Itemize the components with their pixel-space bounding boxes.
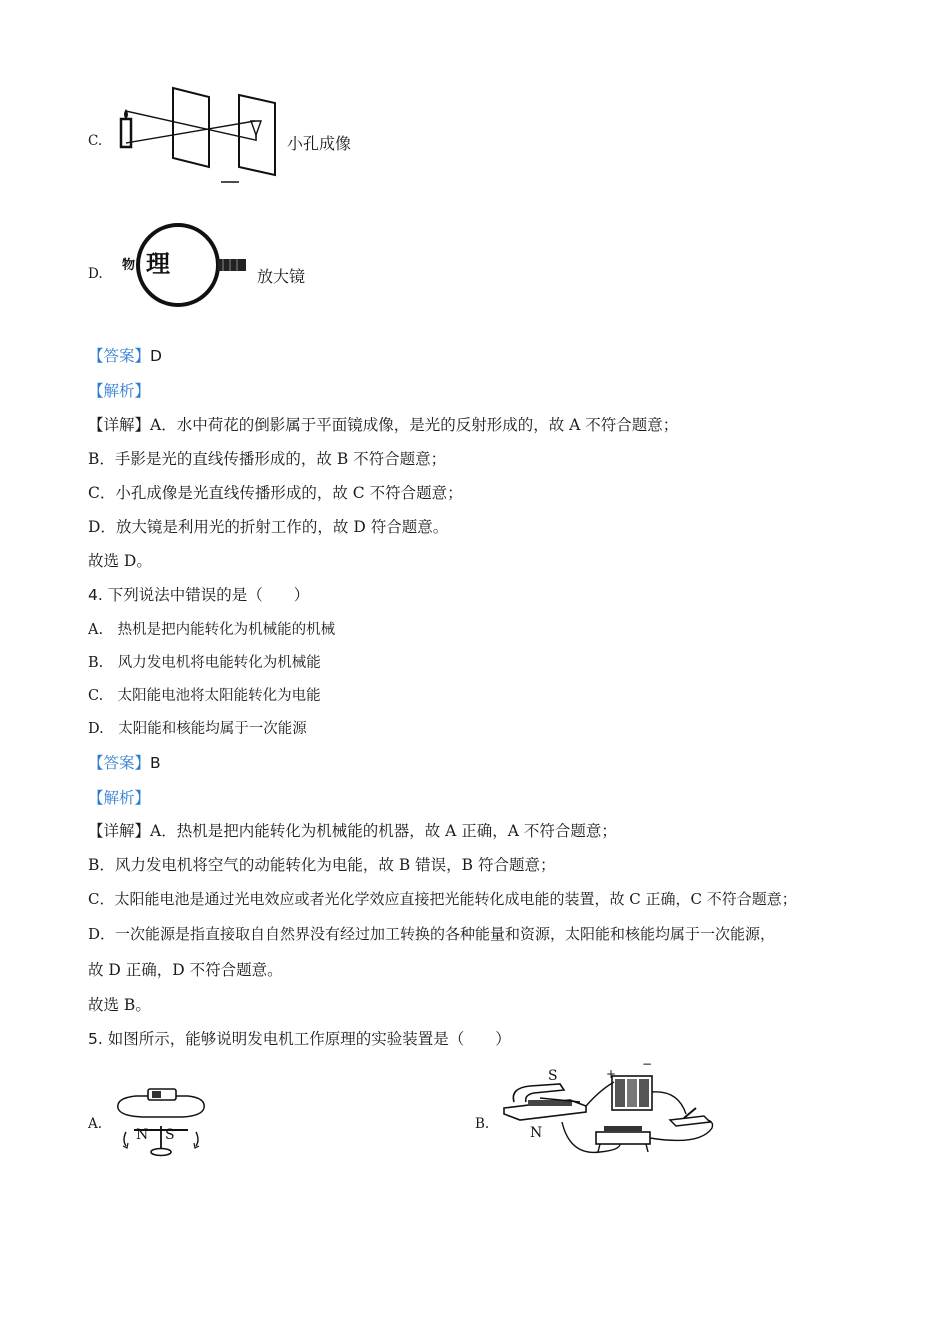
q4-number: 4. xyxy=(88,586,103,604)
q4-detail-a-line xyxy=(88,821,617,841)
motor-experiment-figure xyxy=(500,1057,720,1160)
q4-answer: B xyxy=(150,754,161,772)
q4-answer-line xyxy=(88,753,161,773)
oersted-experiment-figure xyxy=(112,1080,212,1160)
answer-tag: 【答案】 xyxy=(88,347,151,365)
q3-conclusion: 故选 D。 xyxy=(88,552,152,570)
option-c-letter: C. xyxy=(88,133,103,149)
battery-minus-label: − xyxy=(642,1057,653,1071)
q5-stem: 如图所示，能够说明发电机工作原理的实验装置是（ ） xyxy=(107,1030,511,1048)
option-d-letter: D. xyxy=(88,266,103,282)
magnet-n-label: N xyxy=(530,1125,543,1141)
pinhole-imaging-figure xyxy=(115,85,285,185)
q4-detail-c: C．太阳能电池是通过光电效应或者光化学效应直接把光能转化成电能的装置，故 C 正确，C 不符合题意； xyxy=(88,890,797,908)
q4-detail-a: A．热机是把内能转化为机械能的机器，故 A 正确，A 不符合题意； xyxy=(150,822,617,840)
q5-stem-line xyxy=(88,1029,511,1049)
q3-detail-d: D．放大镜是利用光的折射工作的，故 D 符合题意。 xyxy=(88,518,449,536)
pole-n-label: N xyxy=(136,1127,149,1143)
q4-option-d: D. 太阳能和核能均属于一次能源 xyxy=(88,721,307,737)
q3-answer: D xyxy=(150,347,162,365)
q3-detail-c: C．小孔成像是光直线传播形成的，故 C 不符合题意； xyxy=(88,484,463,502)
q3-detail-b: B．手影是光的直线传播形成的，故 B 不符合题意； xyxy=(88,450,447,468)
pole-s-label: S xyxy=(165,1127,175,1143)
q4-analysis-tag: 【解析】 xyxy=(88,789,151,807)
q4-stem-line xyxy=(88,585,309,605)
q3-analysis-tag: 【解析】 xyxy=(88,382,151,400)
q3-detail-a: A．水中荷花的倒影属于平面镜成像，是光的反射形成的，故 A 不符合题意； xyxy=(150,416,679,434)
detail-tag: 【详解】 xyxy=(88,416,151,434)
q3-answer-line xyxy=(88,346,162,366)
q4-option-a: A. 热机是把内能转化为机械能的机械 xyxy=(88,622,336,638)
q5-number: 5. xyxy=(88,1030,103,1048)
q4-stem: 下列说法中错误的是（ ） xyxy=(107,586,310,604)
q3-detail-a-line xyxy=(88,415,678,435)
q4-detail-d1: D．一次能源是指直接取自自然界没有经过加工转换的各种能量和资源，太阳能和核能均属于一次能源， xyxy=(88,925,776,943)
q4-option-c: C. 太阳能电池将太阳能转化为电能 xyxy=(88,688,321,704)
q5-option-b-letter: B. xyxy=(475,1116,490,1132)
magnet-s-label: S xyxy=(548,1068,558,1084)
magnifier-figure xyxy=(118,220,258,310)
magnified-text-large: 理 xyxy=(146,249,170,278)
detail-tag: 【详解】 xyxy=(88,822,151,840)
answer-tag: 【答案】 xyxy=(88,754,151,772)
q4-detail-d2: 故 D 正确，D 不符合题意。 xyxy=(88,961,283,979)
q4-conclusion: 故选 B。 xyxy=(88,996,151,1014)
q4-option-b: B. 风力发电机将电能转化为机械能 xyxy=(88,655,321,671)
magnified-text-small: 物 xyxy=(122,258,136,273)
option-d-caption: 放大镜 xyxy=(257,267,306,286)
battery-plus-label: + xyxy=(606,1067,617,1081)
q4-detail-b: B．风力发电机将空气的动能转化为电能，故 B 错误，B 符合题意； xyxy=(88,856,556,874)
q5-option-a-letter: A. xyxy=(88,1116,103,1132)
option-c-caption: 小孔成像 xyxy=(287,134,352,153)
